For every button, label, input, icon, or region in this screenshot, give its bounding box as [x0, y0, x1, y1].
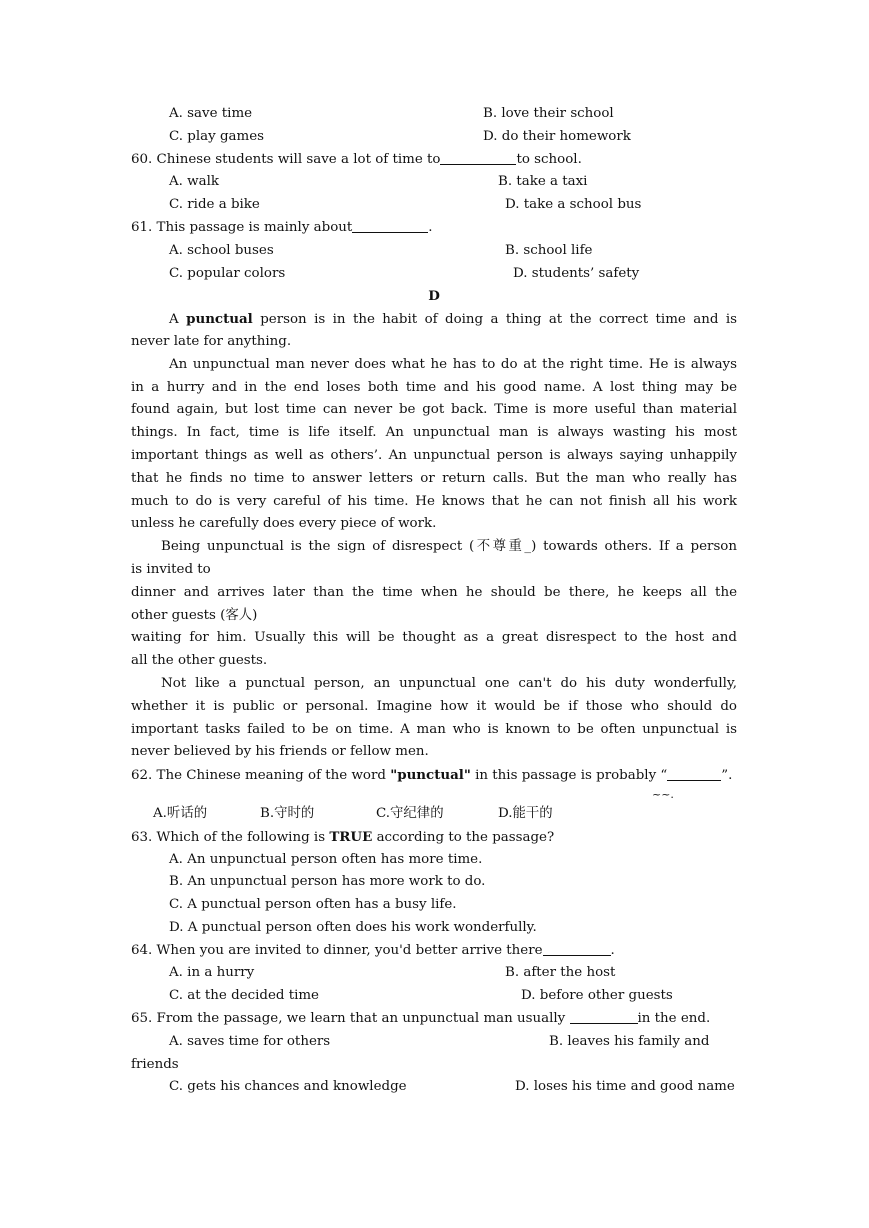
passage-p3-line2: is invited to: [131, 561, 211, 577]
passage-p3-line3: dinner and arrives later than the time when he should be there, he keeps all the: [131, 584, 737, 600]
q62-option-c: C.守纪律的: [376, 805, 444, 821]
q61-options-row2: [131, 263, 737, 286]
passage-p3-line6: all the other guests.: [131, 653, 268, 669]
passage-p2-line3: found again, but lost time can never be got back. Time is more useful than material: [131, 402, 737, 418]
q60-stem-end: to school.: [516, 151, 582, 167]
answer-blank: [570, 1009, 638, 1024]
q60-option-c: C. ride a bike: [169, 197, 260, 213]
q65-option-b-cont: friends: [131, 1056, 179, 1072]
q65-stem: [131, 1008, 737, 1031]
passage-p1-line2: never late for anything.: [131, 333, 292, 349]
q63-option-c: C. A punctual person often has a busy life.: [169, 897, 457, 913]
q64-options-row1: [131, 962, 737, 985]
q60-option-a: A. walk: [169, 174, 220, 190]
q63-stem-text: 63. Which of the following is: [131, 829, 330, 845]
q61-option-b: B. school life: [505, 242, 593, 258]
q62-mark: ~~.: [652, 787, 674, 801]
q65-stem-text: 65. From the passage, we learn that an unpunctual man usually: [131, 1011, 570, 1027]
q65-option-c: C. gets his chances and knowledge: [169, 1079, 407, 1095]
answer-blank: [667, 766, 721, 781]
q62-option-d: D.能干的: [498, 805, 553, 821]
passage-p2-line1: An unpunctual man never does what he has to do at the right time. He is always: [169, 356, 737, 372]
q64-option-b: B. after the host: [505, 965, 616, 981]
passage-p4-line3: important tasks failed to be on time. A man who is known to be often unpunctual is: [131, 721, 737, 737]
q65-stem-end: in the end.: [637, 1011, 711, 1027]
q63-option-a: A. An unpunctual person often has more time.: [169, 851, 483, 867]
q62-stem-mid: in this passage is probably “: [470, 768, 668, 784]
passage-p3-line4: other guests (客人): [131, 607, 258, 623]
q65-option-b: B. leaves his family and: [549, 1033, 710, 1049]
q62-stem-end: ”.: [721, 768, 733, 784]
q64-option-d: D. before other guests: [521, 988, 673, 1004]
q59-options-row1: [131, 103, 737, 126]
q61-stem-end: .: [428, 219, 433, 235]
keyword-true: TRUE: [329, 828, 373, 845]
passage-p4-line1: Not like a punctual person, an unpunctual one can't do his duty wonderfully,: [161, 675, 737, 691]
q59-option-c: C. play games: [169, 128, 264, 144]
q62-stem: [131, 764, 737, 787]
answer-blank: [352, 218, 428, 233]
passage-p2-line4: things. In fact, time is life itself. An unpunctual man is always wasting his most: [131, 425, 737, 441]
section-title: D: [428, 288, 440, 305]
p1-text: A: [169, 312, 187, 328]
q62-option-b: B.守时的: [260, 805, 315, 821]
q61-options-row1: [131, 240, 737, 263]
passage-p2-line8: unless he carefully does every piece of work.: [131, 516, 437, 532]
passage-p3-line1: Being unpunctual is the sign of disrespect (不尊重_) towards others. If a person: [161, 539, 737, 555]
answer-blank: [543, 941, 611, 956]
q62-options-row: [131, 803, 737, 826]
q64-option-a: A. in a hurry: [169, 965, 255, 981]
q60-stem: [131, 149, 737, 172]
answer-blank: [440, 150, 516, 165]
passage-p2-line7: much to do is very careful of his time. He knows that he can not finish all his work: [131, 493, 737, 509]
q64-stem-text: 64. When you are invited to dinner, you'd better arrive there: [131, 942, 543, 958]
q63-stem-end: according to the passage?: [372, 829, 555, 845]
q63-stem: [131, 826, 737, 849]
q60-options-row2: [131, 194, 737, 217]
keyword-punctual-quoted: "punctual": [390, 767, 471, 784]
q64-stem: [131, 940, 737, 963]
q65-option-d: D. loses his time and good name: [515, 1079, 735, 1095]
passage-p2-line5: important things as well as others’. An unpunctual person is always saying unhappily: [131, 447, 737, 463]
q65-option-a: A. saves time for others: [169, 1033, 331, 1049]
exam-page: [131, 103, 737, 1099]
p1-text-rest: person is in the habit of doing a thing at the correct time and is: [252, 312, 737, 328]
q64-options-row2: [131, 985, 737, 1008]
passage-p4-line2: whether it is public or personal. Imagine how it would be if those who should do: [131, 698, 737, 714]
q59-options-row2: [131, 126, 737, 149]
q64-option-c: C. at the decided time: [169, 988, 319, 1004]
passage-p2-line2: in a hurry and in the end loses both time and his good name. A lost thing may be: [131, 379, 737, 395]
q61-option-c: C. popular colors: [169, 265, 286, 281]
q63-option-d: D. A punctual person often does his work wonderfully.: [169, 919, 537, 935]
passage-p3-line5: waiting for him. Usually this will be thought as a great disrespect to the host and: [131, 630, 737, 646]
q61-stem: [131, 217, 737, 240]
q62-option-a: A.听话的: [153, 805, 208, 821]
q59-option-d: D. do their homework: [483, 128, 631, 144]
q60-option-b: B. take a taxi: [498, 174, 588, 190]
q63-option-b: B. An unpunctual person has more work to do.: [169, 874, 486, 890]
q60-options-row1: [131, 171, 737, 194]
q61-option-a: A. school buses: [169, 242, 274, 258]
keyword-punctual: punctual: [186, 311, 253, 328]
q59-option-b: B. love their school: [483, 106, 614, 121]
passage-p1-line1: [131, 308, 737, 331]
q61-option-d: D. students’ safety: [513, 265, 640, 281]
q59-option-a: A. save time: [169, 106, 253, 121]
q65-options-row1: [131, 1031, 737, 1054]
passage-p2-line6: that he finds no time to answer letters or return calls. But the man who really has: [131, 470, 737, 486]
q64-stem-end: .: [610, 942, 615, 958]
q60-option-d: D. take a school bus: [505, 197, 642, 213]
q60-stem-text: 60. Chinese students will save a lot of time to: [131, 151, 441, 167]
q62-stem-text: 62. The Chinese meaning of the word: [131, 768, 391, 784]
q61-stem-text: 61. This passage is mainly about: [131, 219, 353, 235]
q65-options-row2: [131, 1076, 737, 1099]
passage-p4-line4: never believed by his friends or fellow men.: [131, 744, 429, 760]
